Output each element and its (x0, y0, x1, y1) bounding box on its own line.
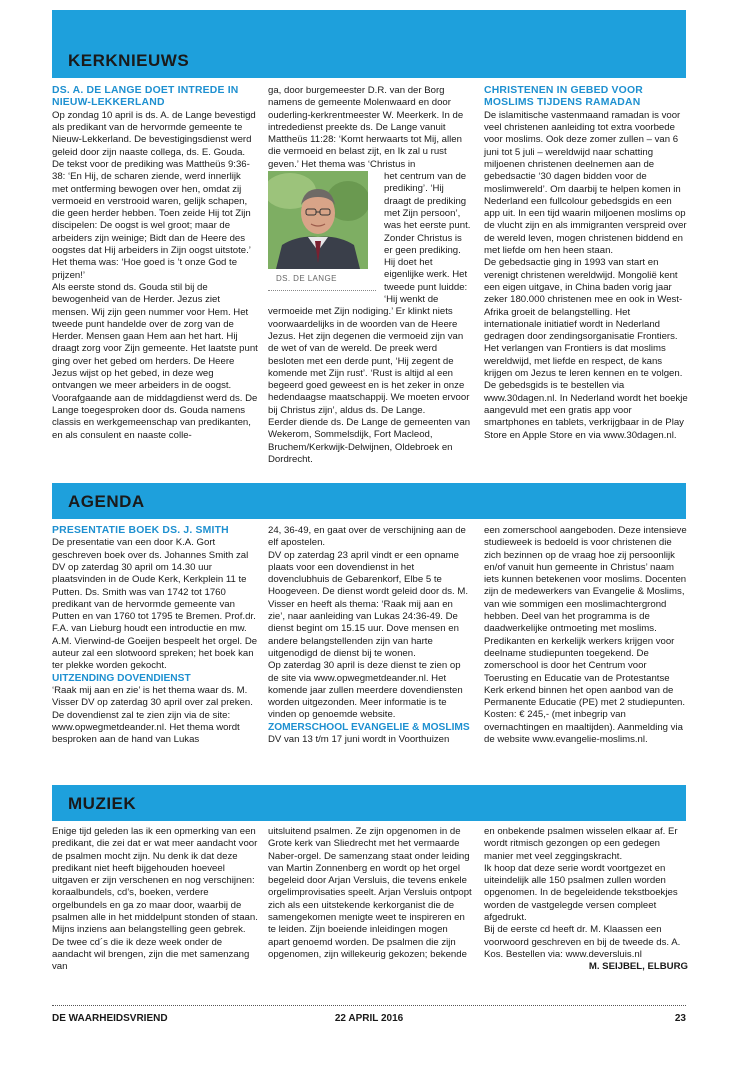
footer-page-number: 23 (674, 1013, 686, 1024)
agenda-paragraph: Op zaterdag 30 april is deze dienst te zien op de site via www.opwegmetdeander.nl. Het komende jaar zullen meerdere dovendiensten worden uitgezonden. Meer informatie is te vinden op genoemde website. (268, 660, 463, 721)
footer-publication: DE WAARHEIDSVRIEND (52, 1013, 168, 1024)
muziek-paragraph: Bij de eerste cd heeft dr. M. Klaassen een voorwoord geschreven en bij de tweede ds. A. Kos. Bestellen via: www.deversluis.nl (484, 924, 681, 960)
agenda-paragraph: een zomerschool aangeboden. Deze intensieve studieweek is bedoeld is voor christenen die zich bezinnen op de vraag hoe zij persoonlijk en/of vanuit hun gemeente in Christus’ naam iets kunnen betekenen voor moslims. Docenten zijn de medewerkers van Evangelie & Moslims, van wie sommigen een moslimachtergrond hebben. Deel van het programma is de daadwerkelijke ontmoeting met moslims. Predikanten en kerkelijk werkers krijgen voor deelname studiepunten toegekend. De zomerschool is door het Centrum voor Toerusting en Educatie van de Protestantse Kerk erkend binnen het open aanbod van de Permanente Educatie (PE) met 2 studiepunten. Kosten: € 245,- (met inbegrip van overnachtingen en maaltijden). Aanmelding via de website www.evangelie-moslims.nl. (484, 525, 687, 746)
kerk-column-2 (268, 85, 472, 466)
article-paragraph: Op zondag 10 april is ds. A. de Lange bevestigd als predikant van de hervormde gemeente te Nieuw-Lekkerland. De bevestigingsdienst werd geleid door zijn naaste collega, ds. E. Gouda. De tekst voor de prediking was Mattheüs 9:36-38: ‘En Hij, de scharen ziende, werd innerlijk met ontferming bewogen over hen, omdat zij vermoeid en verstrooid waren, gelijk schapen, die geen herder hebben. Toen zeide Hij tot Zijn discipelen: De oogst is wel groot; maar de arbeiders zijn weinige; Bidt dan de Heere des oogstes dat Hij arbeiders in Zijn oogst uitstote.’ Het thema was: ‘Hoe goed is ’t onze God te prijzen!’ (52, 109, 256, 281)
muziek-column-2 (268, 826, 472, 961)
portrait-photo (268, 171, 376, 291)
muziek-paragraph: uitsluitend psalmen. Ze zijn opgenomen in de Grote kerk van Sliedrecht met het vermaarde Naber-orgel. De samenzang staat onder leiding van Martin Zonnenberg en wordt op het orgel begeleid door Arjan Versluis, die tevens enkele orgelimprovisaties speelt. Arjan Versluis ontpopt zich als een uitstekende kerkorganist die de samengekomen menigte weet te inspireren en te leiden. Zijn boeiende inleidingen mogen apart genoemd worden. De psalmen die zijn opgenomen, zijn willekeurig gekozen; bekende (268, 826, 472, 960)
caption-divider (268, 290, 376, 291)
article-paragraph: De gebedsgids is te bestellen via www.30dagen.nl. In Nederland wordt het boekje aangevuld met een gratis app voor smartphones en tablets, verkrijgbaar in de Play Store en Apple Store en via www.30dagen.nl. (484, 380, 688, 441)
muziek-column-3 (484, 826, 688, 974)
agenda-title-presentatie: PRESENTATIE BOEK DS. J. SMITH (52, 525, 229, 536)
photo-caption: DS. DE LANGE (276, 274, 337, 284)
article-title-ramadan: CHRISTENEN IN GEBED VOOR MOSLIMS TIJDENS RAMADAN (484, 85, 643, 109)
agenda-paragraph: 24, 36-49, en gaat over de verschijning aan de elf apostelen. (268, 525, 466, 549)
agenda-column-2 (268, 525, 472, 746)
muziek-paragraph: en onbekende psalmen wisselen elkaar af. Er wordt ritmisch gezongen op een gedegen manier met veel zeggingskracht. (484, 826, 678, 862)
footer-date: 22 APRIL 2016 (334, 1013, 404, 1024)
article-paragraph: De islamitische vastenmaand ramadan is voor veel christenen aanleiding tot extra voorbede voor moslims. Ook deze zomer zullen – van 6 juni tot 5 juli – wereldwijd naar schatting miljoenen christenen deelnemen aan de gebedsactie ‘30 dagen bidden voor de moslimwereld’. Om daarbij te helpen komen in Nederland een fullcolour gebedsgids en een app uit. In een tijd waarin miljoenen moslims op de vlucht zijn en als immigranten verspreid over de wereld leven, mogen christenen biddend en met liefde om hen heen staan. (484, 109, 687, 257)
article-paragraph: Eerder diende ds. De Lange de gemeenten van Wekerom, Sommelsdijk, Fort Macleod, Bruchem/Kerkwijk-Delwijnen, Oldebroek en Dordrecht. (268, 417, 471, 465)
section-title-kerknieuws: KERKNIEUWS (68, 51, 190, 70)
muziek-column-1 (52, 826, 258, 974)
section-band-kerknieuws (52, 10, 686, 78)
agenda-paragraph: DV van 13 t/m 17 juni wordt in Voorthuizen (268, 734, 450, 746)
portrait-image (268, 171, 368, 269)
agenda-paragraph: De presentatie van een door K.A. Gort geschreven boek over ds. Johannes Smith zal DV op zaterdag 30 april om 14.30 uur plaatsvinden in de Oude Kerk, Kerkplein 11 te Putten. Ds. Smith was van 1742 tot 1760 predikant van de hervormde gemeente van Putten en van 1760 tot 1795 te Bremen. Prof.dr. F.A. van Lieburg houdt een introductie en mw. A.M. Vierwind-de Goeijen bespeelt het orgel. De auteur zal een slotwoord spreken; het boek kan ter plekke worden gekocht. (52, 537, 258, 672)
muziek-paragraph: De twee cd´s die ik deze week onder de aandacht wil brengen, zijn die met samenzang van (52, 936, 250, 973)
article-paragraph: De gebedsactie ging in 1993 van start en verenigt christenen wereldwijd. Mongolië kent een eigen uitgave, in China baden vorig jaar zeker 180.000 christenen mee en ook in West-Afrika groeit de belangstelling. Het internationale initiatief wordt in Nederland gedragen door zendingsorganisatie Frontiers. Het verlangen van Frontiers is dat moslims wereldwijd, met liefde en respect, de kans krijgen om Jezus te leren kennen en te volgen. (484, 257, 683, 380)
agenda-paragraph: ‘Raak mij aan en zie’ is het thema waar ds. M. Visser DV op zaterdag 30 april over zal preken. De dovendienst zal te zien zijn via de site: www.opwegmetdeander.nl. Het thema wordt besproken aan de hand van Lukas (52, 684, 253, 746)
agenda-paragraph: DV op zaterdag 23 april vindt er een opname plaats voor een dovendienst in het dovenclubhuis de Gebarenkorf, Elbe 5 te Hoogeveen. De dienst wordt geleid door ds. M. Visser en heeft als thema: ‘Raak mij aan en zie’, naar aanleiding van Lukas 24:36-49. De dienst begint om 15.15 uur. Dove mensen en andere belangstellenden zijn van harte uitgenodigd de dienst bij te wonen. (268, 549, 468, 659)
agenda-title-zomerschool: ZOMERSCHOOL EVANGELIE & MOSLIMS (268, 721, 470, 733)
section-band-agenda (52, 483, 686, 519)
section-band-muziek (52, 785, 686, 821)
article-title-intrede: DS. A. DE LANGE DOET INTREDE IN NIEUW-LEKKERLAND (52, 85, 239, 109)
kerk-column-3 (484, 85, 688, 442)
article-paragraph: Als eerste stond ds. Gouda stil bij de bewogenheid van de Herder. Jezus ziet mensen. Wij zijn geen nummer voor Hem. Het tweede punt handelde over de zorg van de Herder. Mensen gaan Hem aan het hart. Hij draagt zorg voor Zijn gemeente. Het laatste punt ging over het gebed om herders. De Heere Jezus wijst op het gebed, in deze weg ontvangen we meer arbeiders in de oogst. Voorafgaande aan de middagdienst werd ds. De Lange toegesproken door ds. Gouda namens classis en werkgemeenschap van predikanten, en als consulent en naaste colle- (52, 281, 258, 441)
section-title-muziek: MUZIEK (68, 794, 137, 813)
agenda-column-1 (52, 525, 258, 746)
muziek-paragraph: Ik hoop dat deze serie wordt voortgezet en uiteindelijk alle 150 psalmen zullen worden opgenomen. In de begeleidende tekstboekjes worden de vastgelegde versen compleet afgedrukt. (484, 862, 678, 924)
author-signature: M. SEIJBEL, ELBURG (588, 961, 688, 973)
section-title-agenda: AGENDA (68, 492, 145, 511)
agenda-column-3 (484, 525, 688, 746)
article-paragraph: het centrum van de prediking’. ‘Hij draagt de prediking met Zijn persoon’, was het eerste punt. Zonder Christus is er geen prediking. Hij doet het eigenlijke werk. Het tweede punt luidde: ‘Hij wenkt de vermoeide met Zijn nodiging.’ Er klinkt niets voorwaardelijks in de woorden van de Heere Jezus. Het zijn degenen die vermoeid zijn van de wet of van de wereld. De preek werd besloten met een derde punt, ‘Hij zegent de komende met Zijn rust’. ‘Rust is altijd al een begeerd goed geweest en is het zeker in onze hedendaagse maatschappij. We moeten ervoor bij Christus zijn’, aldus ds. De Lange. (268, 171, 471, 416)
muziek-paragraph: Enige tijd geleden las ik een opmerking van een predikant, die zei dat er wat meer aandacht voor de psalmen mocht zijn. Nu denk ik dat deze predikant niet heeft bijgehouden hoeveel uitgaven er zijn verschenen en nog verschijnen: koraalbundels, cd’s, boeken, verdere orgelbundels en ga zo maar door, waarbij de psalmen alle in het middelpunt stonden of staan. Mijns inziens aan belangstelling geen gebrek. (52, 826, 258, 936)
agenda-title-uitzending: UITZENDING DOVENDIENST (52, 672, 191, 684)
article-paragraph: ga, door burgemeester D.R. van der Borg namens de gemeente Molenwaard en door ouderling-kerkrentmeester W. Meerkerk. In de intrededienst preekte ds. De Lange vanuit Mattheüs 11:28: ‘Komt herwaarts tot Mij, allen die vermoeid en belast zijt, en Ik zal u rust geven.’ Het thema was ‘Christus in (268, 85, 464, 170)
footer-divider (52, 1005, 686, 1006)
kerk-column-1 (52, 85, 258, 442)
